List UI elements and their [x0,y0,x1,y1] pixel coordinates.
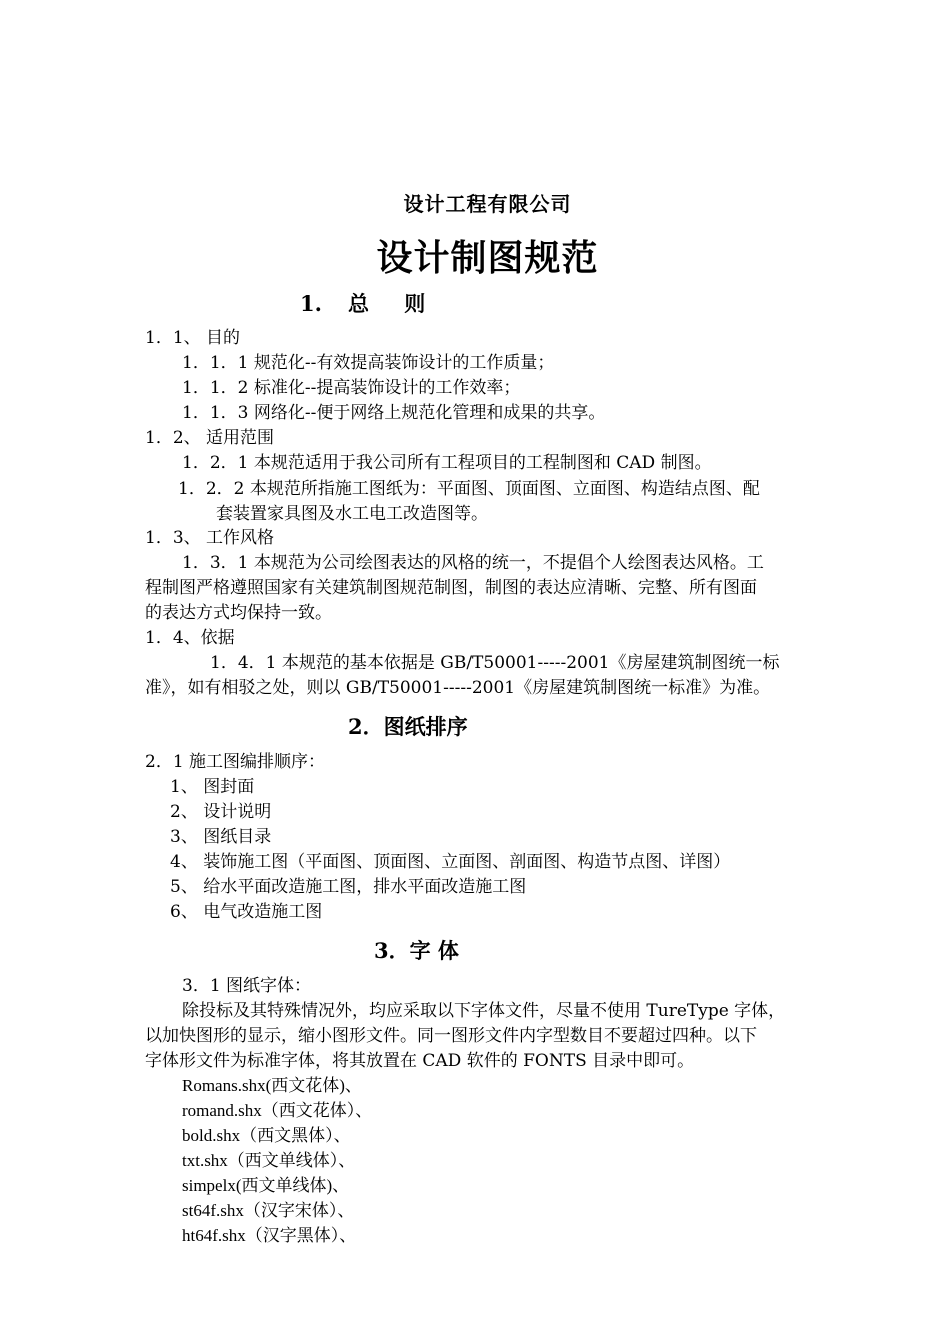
paragraph-line: 除投标及其特殊情况外，均应采取以下字体文件，尽量不使用 TureType 字体， [182,1001,786,1021]
subsection-3-1: 3．1 图纸字体： [182,976,312,996]
item-1-4-1-cont: 准》，如有相驳之处，则以 GB/T50001-----2001《房屋建筑制图统一标准》为准。 [145,678,771,698]
list-item: 6、 电气改造施工图 [170,902,323,922]
subsection-1-2: 1．2、 适用范围 [145,428,275,448]
item-1-1-1: 1．1．1 规范化--有效提高装饰设计的工作质量； [182,353,555,373]
item-1-3-1-cont-1: 程制图严格遵照国家有关建筑制图规范制图，制图的表达应清晰、完整、所有图面 [145,578,757,598]
item-1-2-2-cont: 套装置家具图及水工电工改造图等。 [216,504,488,524]
company-name: 设计工程有限公司 [403,192,572,216]
item-1-1-2: 1．1．2 标准化--提高装饰设计的工作效率； [182,378,521,398]
font-file-item: txt.shx（西文单线体）、 [182,1151,356,1170]
list-item: 5、 给水平面改造施工图，排水平面改造施工图 [170,877,527,897]
subsection-1-1: 1．1、 目的 [145,328,241,348]
font-file-item: bold.shx（西文黑体）、 [182,1126,351,1145]
font-file-item: simpelx(西文单线体)、 [182,1176,350,1195]
subsection-2-1: 2．1 施工图编排顺序： [145,752,326,772]
item-1-3-1: 1．3．1 本规范为公司绘图表达的风格的统一，不提倡个人绘图表达风格。工 [182,553,764,573]
section-1-number: 1. [300,291,322,316]
section-3-heading: 3．字 体 [374,938,459,963]
paragraph-line: 字体形文件为标准字体，将其放置在 CAD 软件的 FONTS 目录中即可。 [145,1051,695,1071]
document-title: 设计制图规范 [376,238,599,279]
item-1-3-1-cont-2: 的表达方式均保持一致。 [145,603,332,623]
list-item: 3、 图纸目录 [170,827,272,847]
font-file-item: romand.shx（西文花体）、 [182,1101,373,1120]
font-file-item: ht64f.shx（汉字黑体）、 [182,1226,357,1245]
list-item: 1、 图封面 [170,777,255,797]
subsection-1-4: 1．4、依据 [145,628,235,648]
font-file-item: st64f.shx（汉字宋体）、 [182,1201,355,1220]
font-file-item: Romans.shx(西文花体)、 [182,1076,362,1095]
item-1-2-2: 1．2．2 本规范所指施工图纸为：平面图、顶面图、立面图、构造结点图、配 [178,479,760,499]
section-2-heading: 2．图纸排序 [348,714,468,739]
paragraph-line: 以加快图形的显示，缩小图形文件。同一图形文件内字型数目不要超过四种。以下 [145,1026,757,1046]
list-item: 2、 设计说明 [170,802,272,822]
list-item: 4、 装饰施工图（平面图、顶面图、立面图、剖面图、构造节点图、详图） [170,852,731,872]
section-1-title: 总 则 [347,291,440,316]
section-1-heading [300,288,439,318]
subsection-1-3: 1．3、 工作风格 [145,528,275,548]
item-1-1-3: 1．1．3 网络化--便于网络上规范化管理和成果的共享。 [182,403,606,423]
item-1-2-1: 1．2．1 本规范适用于我公司所有工程项目的工程制图和 CAD 制图。 [182,453,712,473]
item-1-4-1: 1．4．1 本规范的基本依据是 GB/T50001-----2001《房屋建筑制图统一标 [210,653,780,673]
